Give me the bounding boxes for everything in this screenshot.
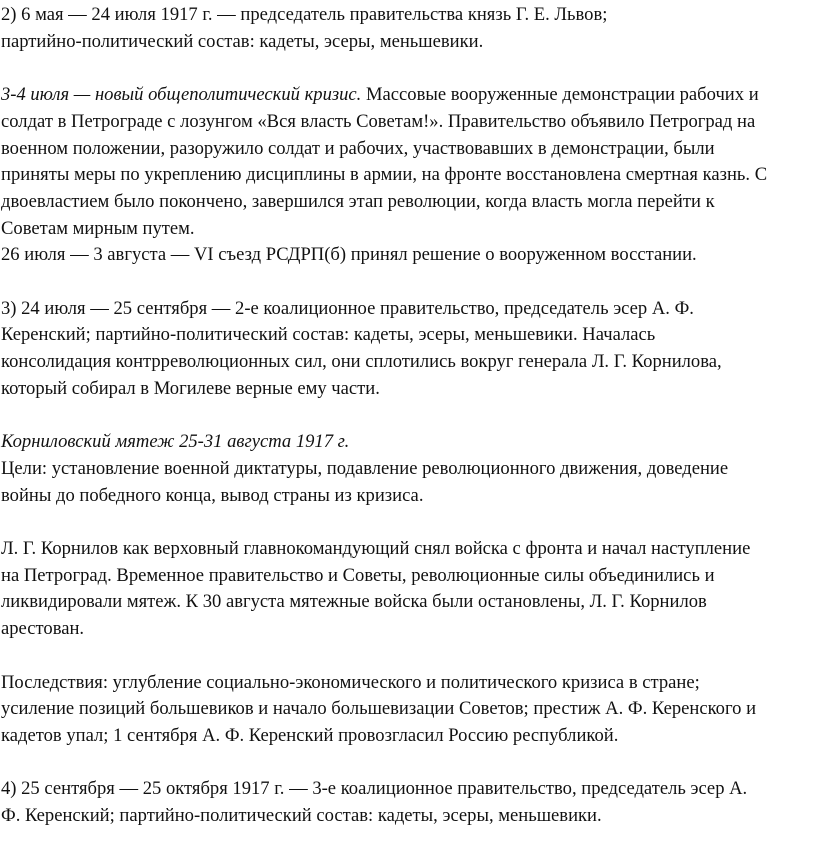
text-line: двоевластием было покончено, завершился этап революции, когда власть могла перейти к bbox=[1, 190, 715, 212]
italic-heading: Корниловский мятеж 25-31 августа 1917 г. bbox=[1, 431, 350, 453]
text-line: консолидация контрреволюционных сил, они сплотились вокруг генерала Л. Г. Корнилова, bbox=[1, 351, 722, 373]
text-line: арестован. bbox=[1, 618, 85, 640]
text-line: усиление позиций большевиков и начало большевизации Советов; престиж А. Ф. Керенского и bbox=[1, 698, 757, 720]
paragraph-gap bbox=[1, 750, 813, 777]
text-line: 26 июля — 3 августа — VI съезд РСДРП(б) принял решение о вооруженном восстании. bbox=[1, 244, 697, 266]
text-line: военном положении, разоружило солдат и рабочих, участвовавших в демонстрации, были bbox=[1, 137, 715, 159]
text-line: 3) 24 июля — 25 сентября — 2-е коалиционное правительство, председатель эсер А. Ф. bbox=[1, 297, 694, 319]
text-line: войны до победного конца, вывод страны из кризиса. bbox=[1, 484, 424, 506]
paragraph-third-government bbox=[1, 296, 813, 403]
text-line: Л. Г. Корнилов как верховный главнокомандующий снял войска с фронта и начал наступление bbox=[1, 538, 751, 559]
italic-heading: 3-4 июля — новый общеполитический кризис. bbox=[1, 84, 362, 106]
text-line: 2) 6 мая — 24 июля 1917 г. — председатель правительства князь Г. Е. Львов; bbox=[1, 4, 608, 25]
text-line: приняты меры по укреплению дисциплины в армии, на фронте восстановлена смертная казнь. С bbox=[1, 164, 768, 186]
paragraph-consequences bbox=[1, 670, 813, 750]
paragraph-gap bbox=[1, 403, 813, 430]
paragraph-july-crisis bbox=[1, 82, 813, 269]
text-line: на Петроград. Временное правительство и Советы, революционные силы объединились и bbox=[1, 564, 715, 586]
text-line: который собирал в Могилеве верные ему части. bbox=[1, 377, 380, 399]
text-line: 4) 25 сентября — 25 октября 1917 г. — 3-е коалиционное правительство, председатель эсер А. bbox=[1, 778, 748, 800]
paragraph-second-government bbox=[1, 2, 813, 55]
text-line: ликвидировали мятеж. К 30 августа мятежные войска были остановлены, Л. Г. Корнилов bbox=[1, 591, 707, 613]
paragraph-gap bbox=[1, 55, 813, 82]
text-run: Массовые вооруженные демонстрации рабочих и bbox=[361, 84, 759, 106]
paragraph-kornilov-offensive bbox=[1, 536, 813, 643]
paragraph-gap bbox=[1, 643, 813, 670]
text-line: кадетов упал; 1 сентября А. Ф. Керенский провозгласил Россию республикой. bbox=[1, 724, 619, 746]
text-line: Цели: установление военной диктатуры, подавление революционного движения, доведение bbox=[1, 457, 729, 479]
paragraph-fourth-government bbox=[1, 776, 813, 829]
text-line: Керенский; партийно-политический состав: кадеты, эсеры, меньшевики. Началась bbox=[1, 324, 656, 346]
text-line: партийно-политический состав: кадеты, эсеры, меньшевики. bbox=[1, 30, 484, 52]
document-body bbox=[1, 2, 813, 830]
text-line: Ф. Керенский; партийно-политический состав: кадеты, эсеры, меньшевики. bbox=[1, 805, 602, 826]
text-line: Советам мирным путем. bbox=[1, 217, 195, 239]
text-line: солдат в Петрограде с лозунгом «Вся власть Советам!». Правительство объявило Петроград на bbox=[1, 110, 756, 132]
paragraph-kornilov-revolt bbox=[1, 429, 813, 509]
paragraph-gap bbox=[1, 509, 813, 536]
text-line: Последствия: углубление социально-экономического и политического кризиса в стране; bbox=[1, 671, 700, 693]
text-line bbox=[1, 82, 813, 109]
paragraph-gap bbox=[1, 269, 813, 296]
